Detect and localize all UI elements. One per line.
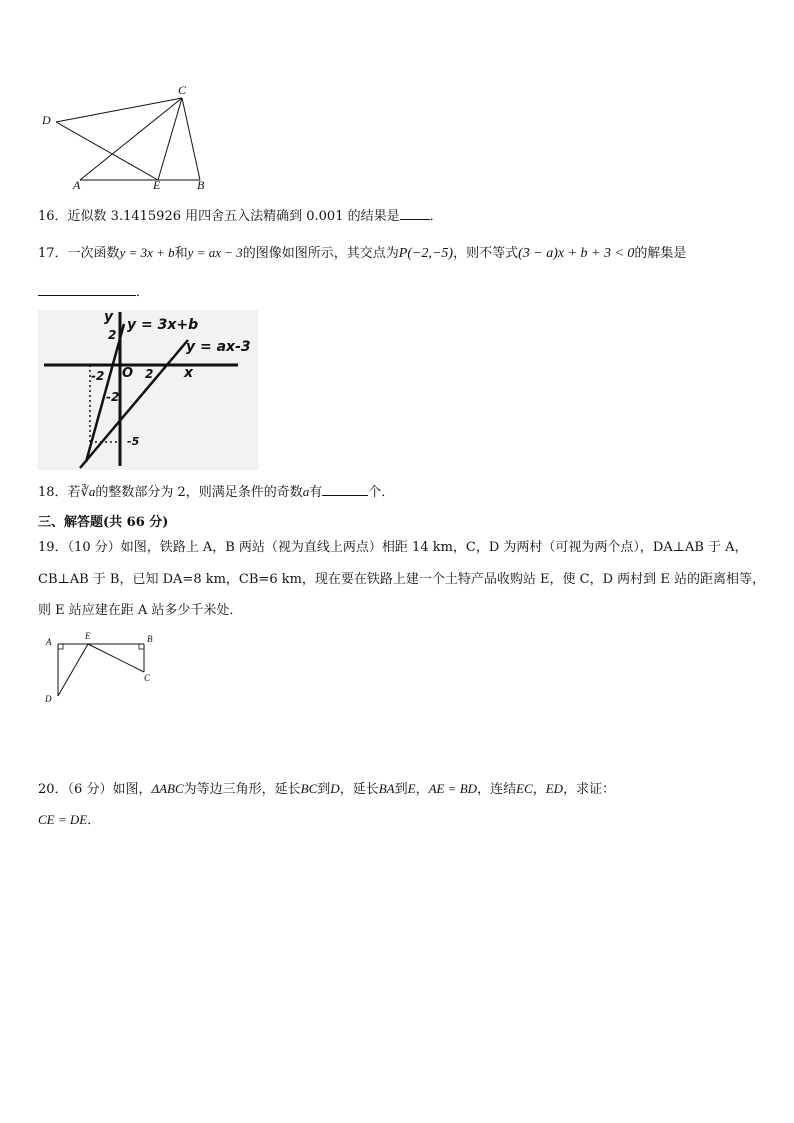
tick-y-2: 2 <box>108 328 117 342</box>
origin-label: O <box>122 366 134 381</box>
question-19-line-2: CB⊥AB 于 B，已知 DA=8 km，CB=6 km，现在要在铁路上建一个土特产品收购站 E，使 C，D 两村到 E 站的距离相等， <box>38 572 765 587</box>
fig19-label-B: B <box>147 634 153 644</box>
section-heading: 三、解答题(共 66 分) <box>38 515 169 530</box>
question-18: 18．若∛a的整数部分为 2，则满足条件的奇数a有 个． <box>38 484 395 500</box>
fig19-label-C: C <box>144 673 151 683</box>
inequality: (3 − a)x + b + 3 < 0 <box>518 246 635 261</box>
question-19-line-1: 19．（10 分）如图，铁路上 A，B 两站（视为直线上两点）相距 14 km，C，D 为两村（可视为两个点），DA⊥AB 于 A， <box>38 540 748 555</box>
answer-blank-16[interactable] <box>400 207 430 220</box>
cube-root: ∛a <box>80 484 96 499</box>
question-17-answer-line: ． <box>38 283 149 302</box>
label-C: C <box>178 83 187 97</box>
tick-x-2: 2 <box>145 367 154 381</box>
label-D: D <box>42 113 51 127</box>
question-20-line-2: CE = DE． <box>38 812 101 828</box>
answer-blank-17[interactable] <box>38 283 136 296</box>
label-A: A <box>73 178 81 192</box>
fig19-label-E: E <box>85 631 91 641</box>
question-20-line-1: 20．（6 分）如图，ΔABC为等边三角形，延长BC到D，延长BA到E，AE = BD，连结EC，ED，求证： <box>38 781 616 797</box>
figure-triangle-top <box>30 80 220 195</box>
answer-blank-18[interactable] <box>322 483 368 496</box>
fig19-label-D: D <box>45 694 52 704</box>
question-16: 16．近似数 3.1415926 用四舍五入法精确到 0.001 的结果是 ． <box>38 209 443 224</box>
tick-y-neg2: -2 <box>106 390 120 404</box>
label-E: E <box>153 178 161 192</box>
line1-label: y = 3x+b <box>127 317 199 333</box>
question-17: 17．一次函数y = 3x + b和y = ax − 3的图像如图所示，其交点为P(−2,−5)，则不等式(3 − a)x + b + 3 < 0的解集是 <box>38 245 687 261</box>
intersection-point: P(−2,−5) <box>398 246 454 261</box>
label-B: B <box>197 178 205 192</box>
x-axis-label: x <box>184 365 194 381</box>
equation-1: y = 3x + b <box>119 245 175 260</box>
equation-2: y = ax − 3 <box>187 245 243 260</box>
y-axis-label: y <box>104 309 114 325</box>
tick-y-neg5: -5 <box>127 435 140 448</box>
fig19-label-A: A <box>46 637 52 647</box>
function-graph <box>38 310 258 470</box>
tick-x-neg2: -2 <box>91 369 105 383</box>
question-19-line-3: 则 E 站应建在距 A 站多少千米处． <box>38 603 243 618</box>
line2-label: y = ax-3 <box>186 339 251 355</box>
